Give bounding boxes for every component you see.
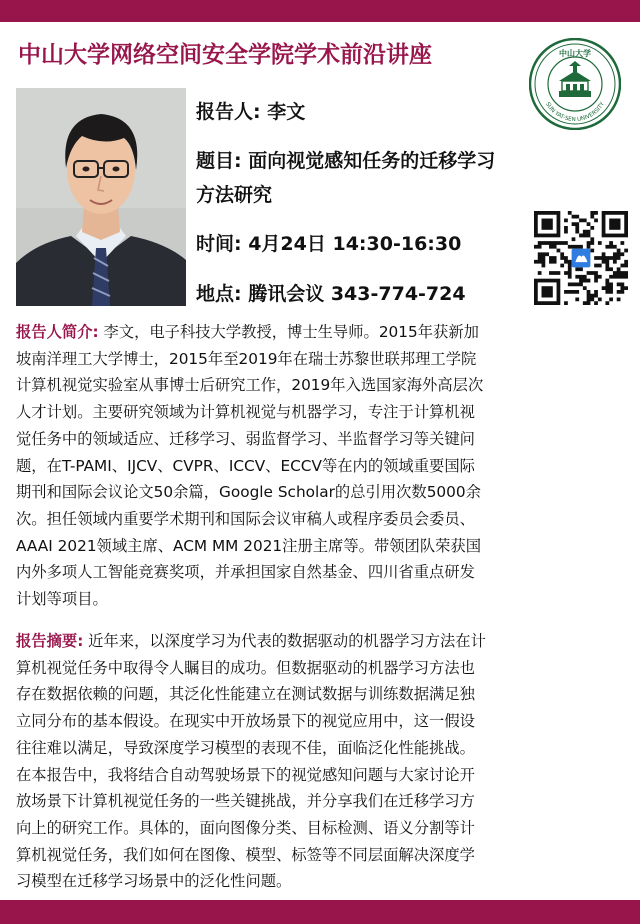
abstract-line: 习模型在迁移学习场景中的泛化性问题。 — [16, 872, 292, 891]
logo-en-text: SUN YAT-SEN UNIVERSITY — [544, 101, 606, 124]
bio-line: 计划等项目。 — [16, 590, 108, 609]
bio-line: 内外多项人工智能竞赛奖项，并承担国家自然基金、四川省重点研发 — [16, 563, 475, 582]
bio-line: 计算机视觉实验室从事博士后研究工作，2019年入选国家海外高层次 — [16, 376, 484, 395]
sysu-emblem-icon — [529, 38, 621, 130]
talk-title-line-1: 题目: 面向视觉感知任务的迁移学习 — [196, 150, 496, 172]
bio-label: 报告人简介: — [16, 323, 99, 341]
bio-line: 题，在T-PAMI、IJCV、CVPR、ICCV、ECCV等在内的领域重要国际 — [16, 456, 475, 475]
bottom-banner — [0, 900, 640, 924]
abstract-line: 算机视觉任务，我们如何在图像、模型、标签等不同层面解决深度学 — [16, 845, 475, 864]
talk-time: 时间: 4月24日 14:30-16:30 — [196, 233, 462, 255]
speaker-portrait — [16, 88, 186, 306]
talk-abstract — [16, 628, 628, 895]
abstract-label: 报告摘要: — [16, 632, 84, 650]
top-banner — [0, 0, 640, 22]
talk-title-line-2: 方法研究 — [196, 184, 273, 206]
bio-line: 觉任务中的领域适应、迁移学习、弱监督学习、半监督学习等关键问 — [16, 429, 475, 448]
bio-line-0: 报告人简介: 李文，电子科技大学教授，博士生导师。2015年获新加 — [16, 323, 479, 341]
abstract-line-0: 报告摘要: 近年来，以深度学习为代表的数据驱动的机器学习方法在计 — [16, 632, 486, 650]
page-title: 中山大学网络空间安全学院学术前沿讲座 — [18, 42, 432, 68]
logo-cn-text: 中山大学 — [559, 48, 591, 58]
abstract-line: 存在数据依赖的问题，其泛化性能建立在测试数据与训练数据满足独 — [16, 685, 475, 704]
abstract-line: 向上的研究工作。具体的，面向图像分类、目标检测、语义分割等计 — [16, 818, 475, 837]
speaker-bio — [16, 319, 628, 613]
abstract-line: 在本报告中，我将结合自动驾驶场景下的视觉感知问题与大家讨论开 — [16, 765, 475, 784]
speaker-name: 报告人: 李文 — [196, 101, 306, 123]
bio-line: AAAI 2021领域主席、ACM MM 2021注册主席等。带领团队荣获国 — [16, 536, 482, 555]
abstract-line: 放场景下计算机视觉任务的一些关键挑战，并分享我们在迁移学习方 — [16, 792, 475, 811]
qr-code-icon[interactable] — [534, 211, 628, 305]
abstract-line: 算机视觉任务中取得令人瞩目的成功。但数据驱动的机器学习方法也 — [16, 658, 475, 677]
bio-line: 次。担任领域内重要学术期刊和国际会议审稿人或程序委员会委员、 — [16, 509, 475, 528]
abstract-line: 往往难以满足，导致深度学习模型的表现不佳，面临泛化性能挑战。 — [16, 738, 475, 757]
bio-line: 期刊和国际会议论文50余篇，Google Scholar的总引用次数5000余 — [16, 483, 481, 502]
bio-line: 人才计划。主要研究领域为计算机视觉与机器学习，专注于计算机视 — [16, 403, 475, 422]
bio-line: 坡南洋理工大学博士，2015年至2019年在瑞士苏黎世联邦理工学院 — [16, 349, 477, 368]
talk-location: 地点: 腾讯会议 343-774-724 — [196, 283, 466, 305]
abstract-line: 立同分布的基本假设。在现实中开放场景下的视觉应用中，这一假设 — [16, 712, 475, 731]
